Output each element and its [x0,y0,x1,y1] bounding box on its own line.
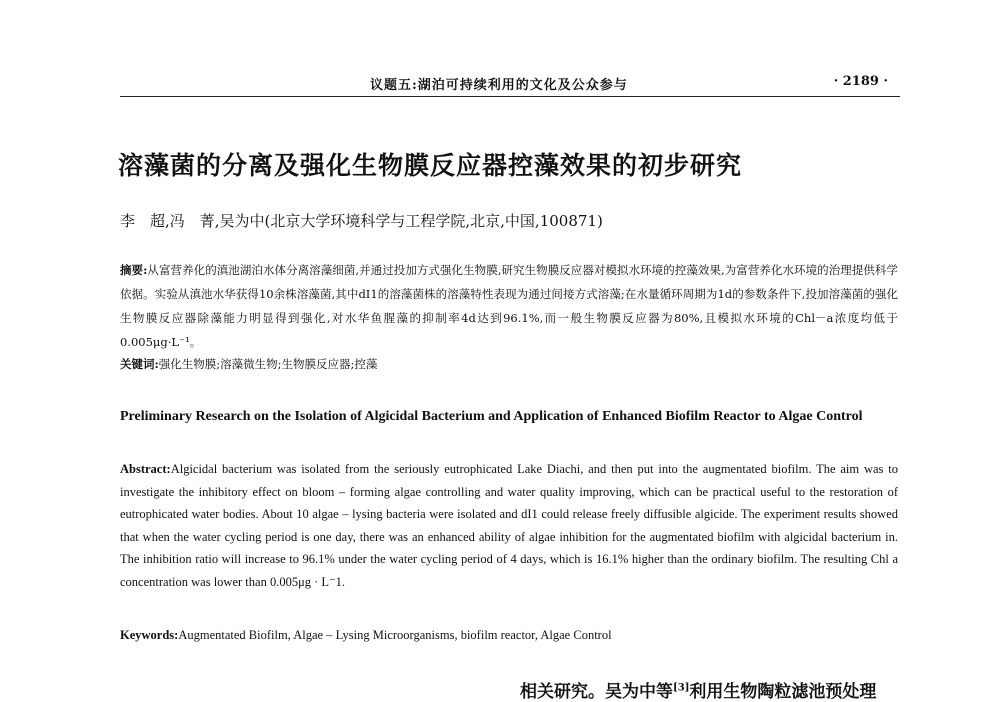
english-keywords [120,628,612,643]
chinese-keywords-text: 强化生物膜;溶藻微生物;生物膜反应器;控藻 [158,357,378,371]
chinese-keywords [120,356,377,372]
chinese-abstract [120,258,898,354]
author-affiliation: 李 超,冯 菁,吴为中(北京大学环境科学与工程学院,北京,中国,100871) [120,212,603,230]
running-header [120,74,900,97]
next-text-before: 相关研究。吴为中等 [520,682,673,702]
chinese-abstract-text: 从富营养化的滇池湖泊水体分离溶藻细菌,并通过投加方式强化生物膜,研究生物膜反应器对模拟水环境的控藻效果,为富营养化水环境的治理提供科学依据。实验从滇池水华获得10余株溶藻菌,其中dI1的溶藻菌株的溶藻特性表现为通过间接方式溶藻;在水量循环周期为1d的参数条件下,投加溶藻菌的强化生物膜反应器除藻能力明显得到强化,对水华鱼腥藻的抑制率4d达到96.1%,而一般生物膜反应器为80%,且模拟水环境的Chl－a浓度均低于0.005μg·L⁻¹。 [120,263,898,349]
english-abstract [120,458,898,593]
citation-marker: [3] [673,682,690,694]
english-abstract-label: Abstract: [120,462,171,476]
chinese-abstract-label: 摘要: [120,263,148,277]
english-abstract-text: Algicidal bacterium was isolated from the seriously eutrophicated Lake Diachi, and then put into the augmentated biofilm. The aim was to investigate the inhibitory effect on bloom – forming algae controlling and water quality improving, which can be practical useful to the restoration of eutrophicated water bodies. About 10 algae – lysing bacteria were isolated and dI1 could release freely diffusible algicide. The experiment results showed that when the water cycling period is one day, there was an enhanced ability of algae inhibition for the augmentated biofilm with algicidal bacterium in. The inhibition ratio will increase to 96.1% under the water cycling period of 4 days, which is 16.1% higher than the ordinary biofilm. The resulting Chl a concentration was lower than 0.005μg · L⁻1. [120,462,898,589]
next-text-after: 利用生物陶粒滤池预处理 [689,682,877,702]
paper-title: 溶藻菌的分离及强化生物膜反应器控藻效果的初步研究 [118,151,743,180]
page-number: · 2189 · [833,74,888,89]
english-title: Preliminary Research on the Isolation of Algicidal Bacterium and Application of Enhanced Biofilm Reactor to Algae Control [120,409,863,424]
next-text-fragment [520,677,876,702]
english-keywords-label: Keywords: [120,628,179,642]
running-title: 议题五:湖泊可持续利用的文化及公众参与 [370,78,628,93]
english-keywords-text: Augmentated Biofilm, Algae – Lysing Microorganisms, biofilm reactor, Algae Control [178,628,612,642]
chinese-keywords-label: 关键词: [120,357,159,371]
